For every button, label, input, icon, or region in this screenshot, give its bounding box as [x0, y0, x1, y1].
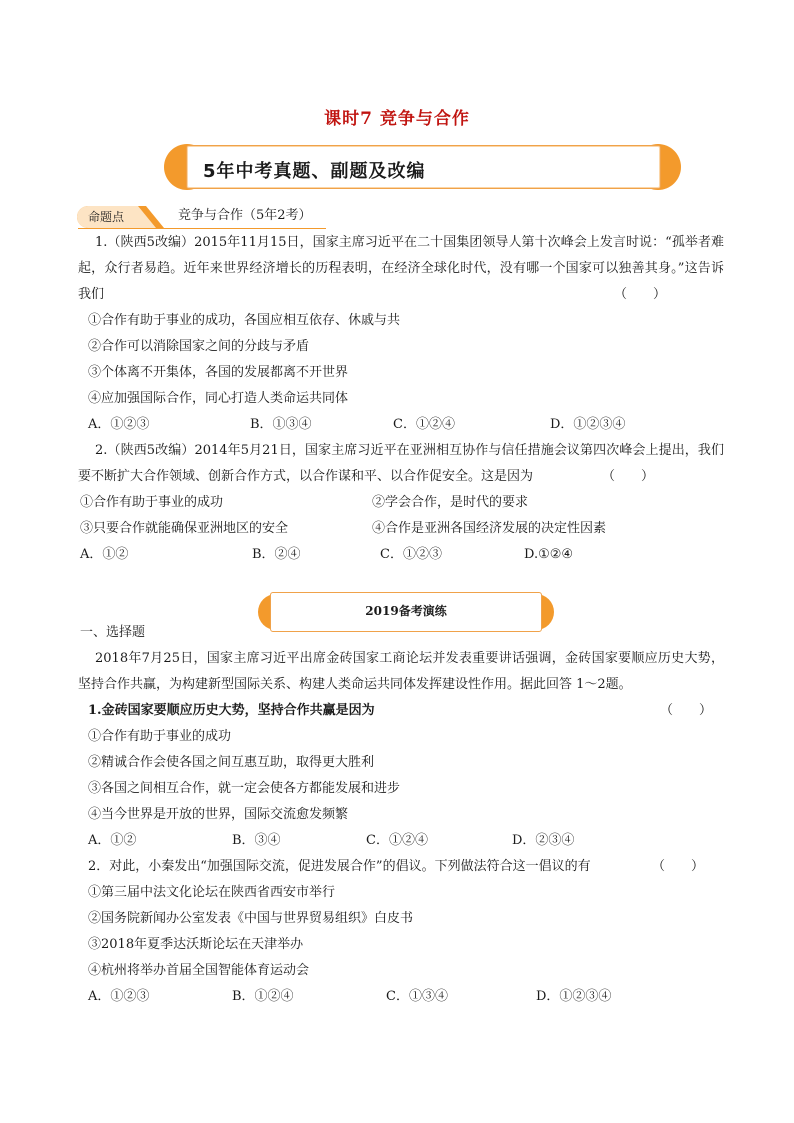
statement-item: ④应加强国际合作，同心打造人类命运共同体	[88, 391, 349, 406]
answer-paren: （ ）	[614, 287, 667, 302]
intro-paragraph: 2018年7月25日，国家主席习近平出席金砖国家工商论坛并发表重要讲话强调，金砖国家要顺应历史大势，坚持合作共赢，为构建新型国际关系、构建人类命运共同体发挥建设性作用。据此回答 1～2题。	[78, 651, 724, 692]
question-stem: 1.金砖国家要顺应历史大势，坚持合作共赢是因为	[88, 703, 375, 718]
option-b: B．①③④	[250, 417, 312, 432]
statement-item: ②合作可以消除国家之间的分歧与矛盾	[88, 339, 310, 354]
option-a: A．①②	[80, 547, 129, 562]
statement-item: ④杭州将举办首届全国智能体育运动会	[88, 963, 310, 978]
topic-tag-label: 命题点	[88, 210, 125, 224]
option-c: C．①③④	[386, 989, 448, 1004]
banner-box	[186, 145, 661, 189]
option-d: D．②③④	[512, 833, 575, 848]
answer-paren: （ ）	[660, 703, 713, 718]
statement-item: ②学会合作，是时代的要求	[372, 495, 529, 510]
option-a: A．①②	[88, 833, 137, 848]
option-a: A．①②③	[88, 417, 150, 432]
question-stem: 1.（陕西5改编）2015年11月15日，国家主席习近平在二十国集团领导人第十次峰会上发言时说：“孤举者难起，众行者易趋。近年来世界经济增长的历程表明，在经济全球化时代，没有哪一个国家可以独善其身。”这告诉我们	[78, 235, 724, 302]
option-b: B．③④	[232, 833, 281, 848]
statement-item: ②精诚合作会使各国之间互惠互助，取得更大胜利	[88, 755, 375, 770]
statement-item: ①合作有助于事业的成功	[80, 495, 224, 510]
option-b: B．②④	[252, 547, 301, 562]
option-c: C．①②④	[393, 417, 455, 432]
statement-item: ④当今世界是开放的世界，国际交流愈发频繁	[88, 807, 349, 822]
statement-item: ④合作是亚洲各国经济发展的决定性因素	[372, 521, 607, 536]
section-heading: 一、选择题	[80, 625, 146, 640]
option-a: A．①②③	[88, 989, 150, 1004]
option-d: D．①②③④	[550, 417, 626, 432]
question-stem: 2．对此，小秦发出“加强国际交流，促进发展合作”的倡议。下列做法符合这一倡议的有	[88, 859, 591, 874]
practice-banner-text: 2019备考演练	[365, 604, 447, 618]
option-c: C．①②④	[366, 833, 428, 848]
answer-paren: （ ）	[602, 469, 655, 484]
topic-underline	[78, 228, 326, 229]
option-d: D.①②④	[524, 547, 574, 562]
question-stem: 2.（陕西5改编）2014年5月21日，国家主席习近平在亚洲相互协作与信任措施会议第四次峰会上提出，我们要不断扩大合作领域、创新合作方式，以合作谋和平、以合作促安全。这是因为	[78, 443, 724, 484]
banner-text: 5年中考真题、副题及改编	[203, 161, 426, 182]
statement-item: ③个体离不开集体，各国的发展都离不开世界	[88, 365, 349, 380]
lesson-title: 课时7 竞争与合作	[324, 109, 470, 129]
statement-item: ③只要合作就能确保亚洲地区的安全	[80, 521, 289, 536]
statement-item: ③各国之间相互合作，就一定会使各方都能发展和进步	[88, 781, 401, 796]
answer-paren: （ ）	[652, 859, 705, 874]
option-b: B．①②④	[232, 989, 294, 1004]
statement-item: ②国务院新闻办公室发表《中国与世界贸易组织》白皮书	[88, 911, 414, 926]
statement-item: ①第三届中法文化论坛在陕西省西安市举行	[88, 885, 336, 900]
option-c: C．①②③	[380, 547, 442, 562]
option-d: D．①②③④	[536, 989, 612, 1004]
practice-banner	[258, 592, 554, 634]
statement-item: ①合作有助于事业的成功，各国应相互依存、休戚与共	[88, 313, 401, 328]
statement-item: ①合作有助于事业的成功	[88, 729, 232, 744]
section-banner	[164, 144, 681, 190]
topic-tag-topic: 竞争与合作（5年2考）	[178, 208, 312, 223]
statement-item: ③2018年夏季达沃斯论坛在天津举办	[88, 937, 304, 952]
